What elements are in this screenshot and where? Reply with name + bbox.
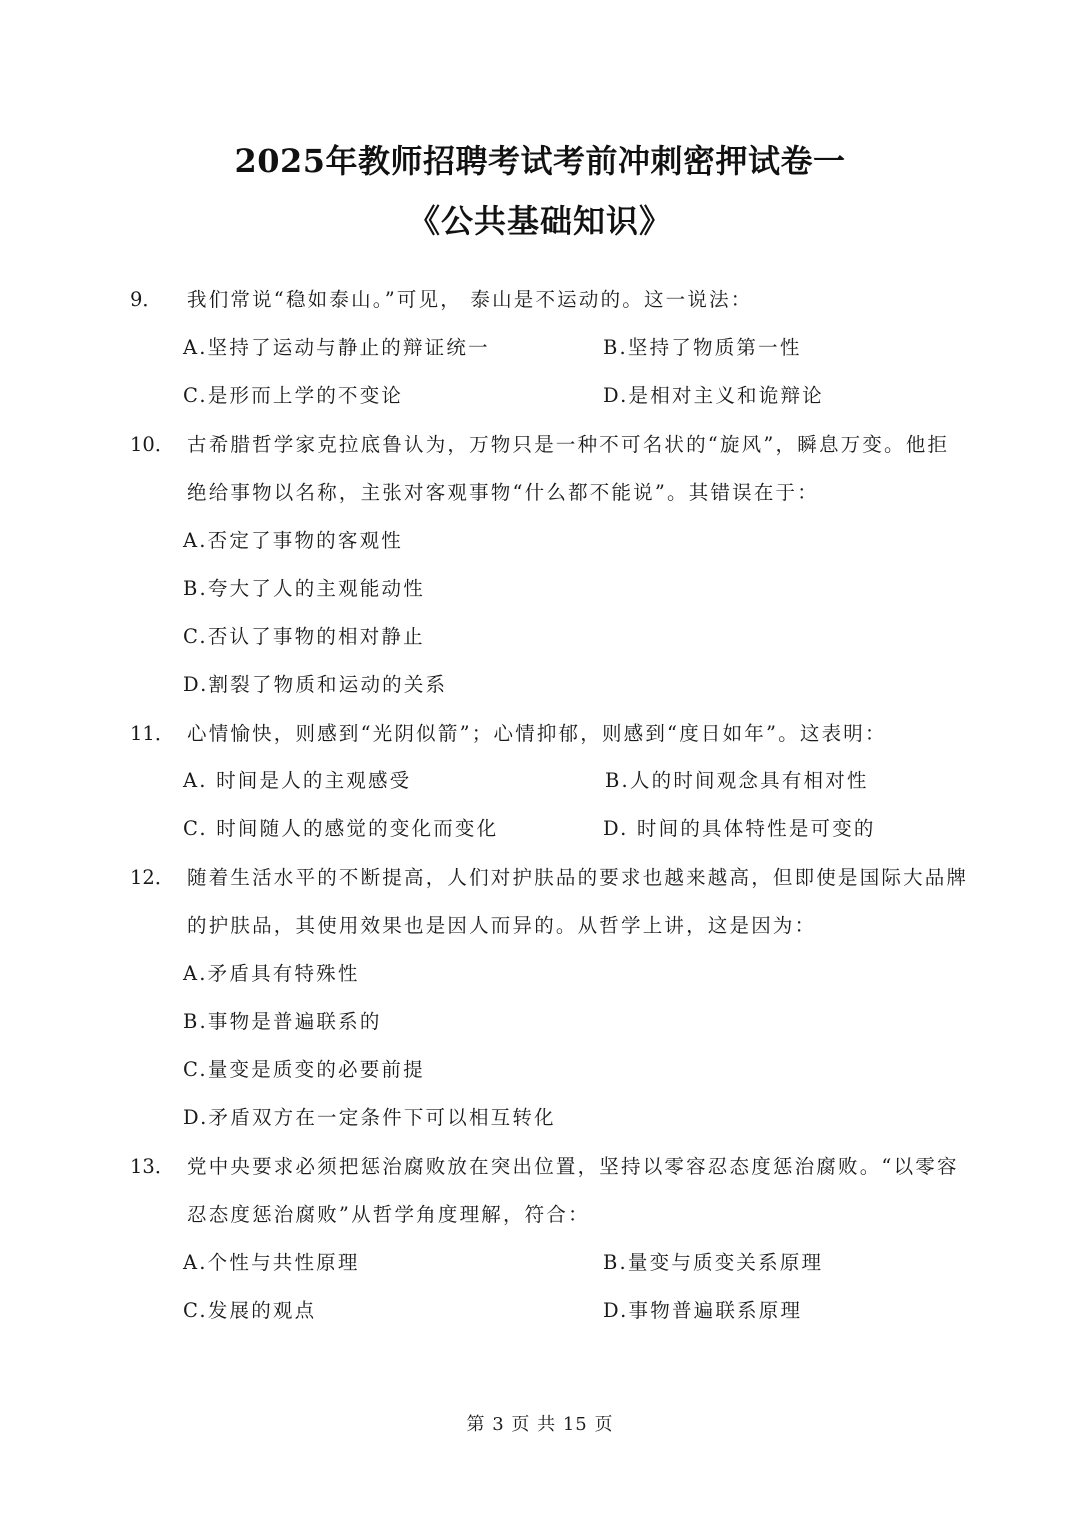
option-c: C.发展的观点 — [183, 1299, 317, 1322]
option-b: B.夸大了人的主观能动性 — [183, 577, 425, 600]
option-d: D.割裂了物质和运动的关系 — [183, 673, 448, 696]
option-b: B.量变与质变关系原理 — [603, 1251, 824, 1274]
option-c: C. 时间随人的感觉的变化而变化 — [183, 817, 499, 840]
option-b: B.人的时间观念具有相对性 — [605, 769, 869, 792]
question-stem: 党中央要求必须把惩治腐败放在突出位置，坚持以零容忍态度惩治腐败。“以零容 — [187, 1155, 959, 1178]
option-a: A.否定了事物的客观性 — [183, 529, 403, 552]
option-a: A.矛盾具有特殊性 — [183, 962, 360, 985]
page-title: 2025年教师招聘考试考前冲刺密押试卷一 — [234, 142, 846, 180]
question-stem: 的护肤品，其使用效果也是因人而异的。从哲学上讲，这是因为： — [187, 914, 817, 937]
question-stem: 随着生活水平的不断提高，人们对护肤品的要求也越来越高，但即使是国际大品牌 — [187, 866, 969, 889]
option-c: C.否认了事物的相对静止 — [183, 625, 425, 648]
option-a: A. 时间是人的主观感受 — [183, 769, 412, 792]
option-d: D. 时间的具体特性是可变的 — [603, 817, 876, 840]
question-number: 12． — [130, 866, 175, 889]
option-c: C.量变是质变的必要前提 — [183, 1058, 425, 1081]
option-b: B.坚持了物质第一性 — [603, 336, 802, 359]
question-number: 9． — [130, 288, 162, 311]
option-a: A.坚持了运动与静止的辩证统一 — [183, 336, 490, 359]
question-number: 11． — [130, 722, 175, 745]
question-stem: 我们常说“稳如泰山。”可见， 泰山是不运动的。这一说法： — [187, 288, 753, 311]
question-number: 10． — [130, 433, 175, 456]
option-a: A.个性与共性原理 — [183, 1251, 360, 1274]
question-stem: 心情愉快，则感到“光阴似箭”；心情抑郁，则感到“度日如年”。这表明： — [187, 722, 887, 745]
question-number: 13． — [130, 1155, 175, 1178]
option-d: D.是相对主义和诡辩论 — [603, 384, 824, 407]
question-stem: 忍态度惩治腐败”从哲学角度理解，符合： — [187, 1203, 590, 1226]
page-number: 第 3 页 共 15 页 — [466, 1414, 614, 1435]
page-subtitle: 《公共基础知识》 — [407, 202, 672, 240]
option-d: D.矛盾双方在一定条件下可以相互转化 — [183, 1106, 556, 1129]
option-b: B.事物是普遍联系的 — [183, 1010, 382, 1033]
question-stem: 古希腊哲学家克拉底鲁认为，万物只是一种不可名状的“旋风”，瞬息万变。他拒 — [187, 433, 950, 456]
option-c: C.是形而上学的不变论 — [183, 384, 404, 407]
question-stem: 绝给事物以名称，主张对客观事物“什么都不能说”。其错误在于： — [187, 481, 819, 504]
option-d: D.事物普遍联系原理 — [603, 1299, 803, 1322]
